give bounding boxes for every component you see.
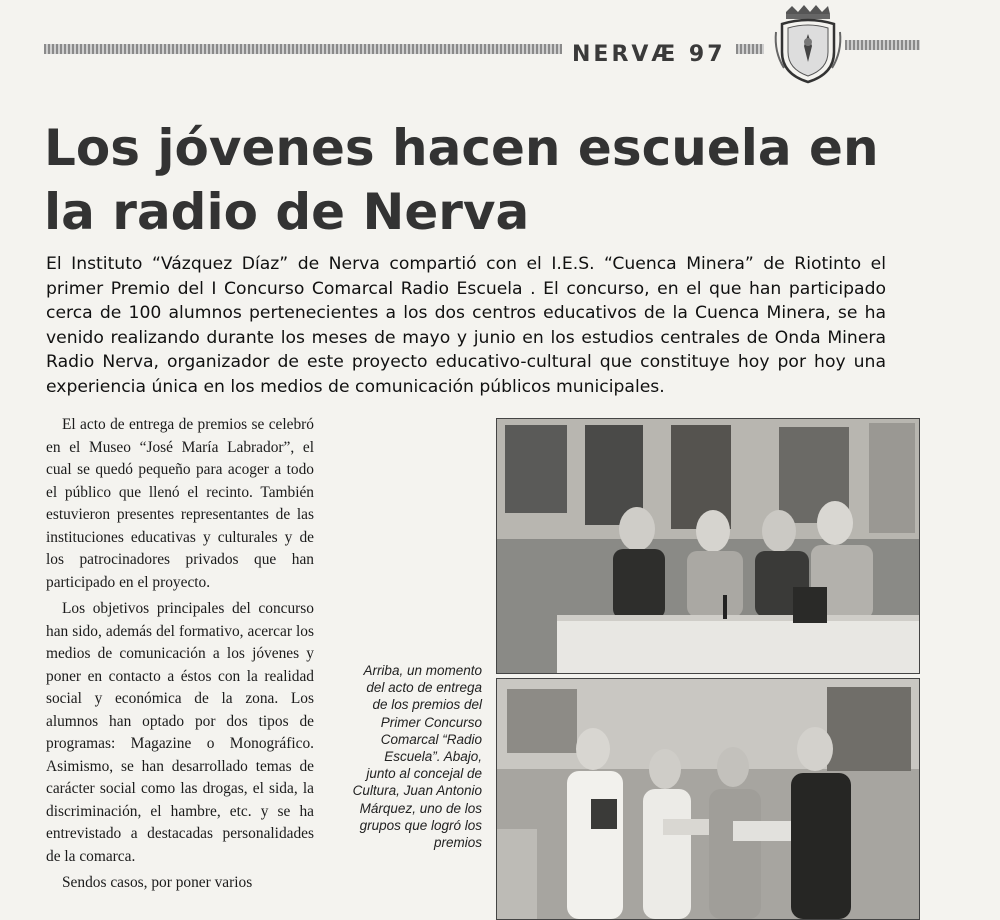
article-lead: El Instituto “Vázquez Díaz” de Nerva compartió con el I.E.S. “Cuenca Minera” de Riotinto el primer Premio del I Concurso Comarcal Radio Escuela . El concurso, en el que han participado cerca de 100 alumnos pertenecientes a los dos centros educativos de la Cuenca Minera, se ha venido realizando durante los meses de mayo y junio en los estudios centrales de Onda Minera Radio Nerva, organizador de este proyecto educativo-cultural que constituye hoy por hoy una experiencia única en los medios de comunicación públicos municipales. xyxy=(46,254,886,397)
photo-caption: Arriba, un momento del acto de entrega de los premios del Primer Concurso Comarcal “Radio Escuela”. Abajo, junto al concejal de Cultura, Juan Antonio Márquez, uno de los grupos que logró los premios xyxy=(352,663,482,851)
body-paragraph: El acto de entrega de premios se celebró en el Museo “José María Labrador”, el cual se quedó pequeño para acoger a todo el público que llenó el recinto. También estuvieron presentes representantes de las instituciones educativas y culturales y de los patrocinadores privados que han participado en el proyecto. xyxy=(46,416,314,591)
photo-winners-group xyxy=(496,678,920,920)
masthead: NERVÆ 97 xyxy=(562,42,736,67)
body-paragraph: Los objetivos principales del concurso han sido, además del formativo, acercar los medios de comunicación a los jóvenes y poner en contacto a éstos con la realidad social y económica de la zona. Los alumnos han optado por dos tipos de programas: Magazine o Monográfico. Asimismo, se han desarrollado temas de carácter social como las drogas, el sida, la discriminación, el hambre, etc. y se ha entrevistado a destacadas personalidades de la comarca. xyxy=(46,600,314,865)
body-paragraph: Sendos casos, por poner varios xyxy=(62,874,253,891)
article-body xyxy=(46,414,314,899)
photo-award-ceremony xyxy=(496,418,920,674)
header-rule-right xyxy=(845,40,920,50)
article-headline: Los jóvenes hacen escuela en la radio de Nerva xyxy=(44,119,879,241)
coat-of-arms-icon xyxy=(772,2,844,84)
